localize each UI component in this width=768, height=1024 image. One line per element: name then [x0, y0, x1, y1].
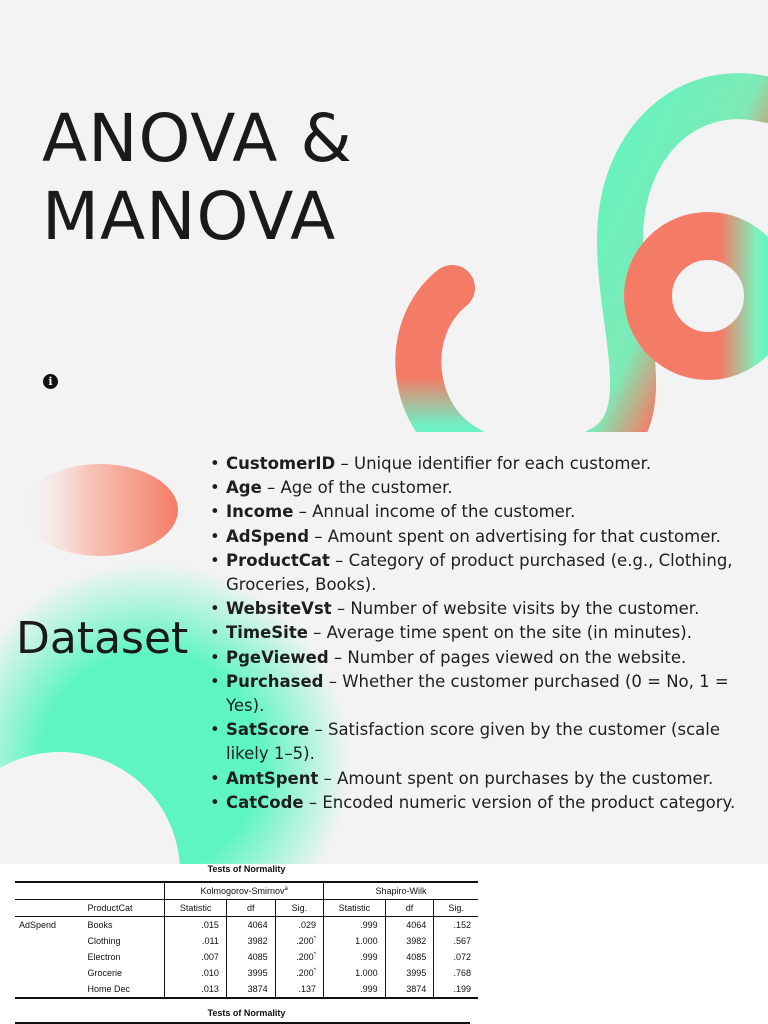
field-desc: – Satisfaction score given by the customer (scale likely 1–5). [226, 720, 721, 764]
factor-header: ProductCat [87, 903, 133, 913]
table-row: Grocerie .010 3995 .200* 1.000 3995 .768 [15, 965, 478, 981]
field-name: TimeSite [226, 623, 308, 643]
list-item [208, 525, 760, 549]
list-item [208, 500, 760, 524]
table-row: AdSpend Books .015 4064 .029 .999 4064 .152 [15, 917, 478, 934]
col-header: Statistic [165, 900, 227, 917]
info-circle-icon[interactable]: i [43, 374, 58, 389]
field-name: PgeViewed [226, 647, 329, 667]
field-desc: – Whether the customer purchased (0 = No, 1 = Yes). [226, 671, 729, 716]
dataset-slide [0, 432, 768, 864]
list-item [208, 452, 760, 476]
category-cell: Books [87, 920, 113, 930]
col-header: Statistic [324, 900, 386, 917]
list-item [208, 476, 760, 500]
field-name: Age [226, 478, 262, 498]
list-item [208, 791, 760, 815]
slide-title [42, 100, 353, 256]
col-header: Sig. [434, 900, 478, 917]
field-name: Purchased [226, 671, 324, 691]
field-desc: – Annual income of the customer. [293, 502, 576, 522]
list-item [208, 597, 760, 621]
list-item [208, 621, 760, 645]
group-header-ks: Kolmogorov-Smirnov$^a$ [165, 882, 324, 900]
field-name: CustomerID [226, 454, 336, 473]
col-header: df [226, 900, 275, 917]
field-desc: – Category of product purchased (e.g., Clothing, Groceries, Books). [226, 550, 733, 595]
field-name: CatCode [226, 792, 304, 812]
list-item [208, 718, 760, 766]
field-name: ProductCat [226, 550, 330, 570]
title-line-1: ANOVA & [42, 100, 353, 177]
category-cell: Home Dec [87, 984, 130, 994]
field-desc: – Age of the customer. [261, 478, 453, 498]
field-list [208, 452, 760, 815]
field-desc: – Number of website visits by the customer. [331, 599, 700, 619]
col-header: Sig. [275, 900, 323, 917]
col-header: df [385, 900, 434, 917]
title-line-2: MANOVA [42, 178, 337, 255]
field-name: Income [226, 502, 294, 522]
list-item [208, 646, 760, 670]
category-cell: Clothing [87, 936, 121, 946]
field-desc: – Unique identifier for each customer. [335, 454, 652, 473]
list-item [208, 767, 760, 791]
field-desc: – Number of pages viewed on the website. [328, 647, 687, 667]
list-item [208, 670, 760, 718]
category-cell: Grocerie [87, 968, 122, 978]
field-desc: – Encoded numeric version of the product category. [303, 792, 736, 812]
field-desc: – Amount spent on advertising for that customer. [309, 526, 721, 546]
field-name: AdSpend [226, 526, 310, 546]
normality-table [15, 881, 478, 999]
list-item [208, 549, 760, 597]
section-title: Dataset [16, 613, 189, 664]
group-header-sw: Shapiro-Wilk [324, 882, 478, 900]
normality-output [0, 864, 768, 1024]
category-cell: Electron [87, 952, 121, 962]
field-name: AmtSpent [226, 768, 319, 788]
variable-label: AdSpend [19, 920, 57, 930]
table-row: Electron .007 4085 .200* .999 4085 .072 [15, 949, 478, 965]
field-name: WebsiteVst [226, 599, 332, 619]
table-row: Clothing .011 3982 .200* 1.000 3982 .567 [15, 933, 478, 949]
field-desc: – Average time spent on the site (in minutes). [307, 623, 692, 643]
field-name: SatScore [226, 720, 310, 740]
second-table-title: Tests of Normality [207, 1008, 286, 1018]
title-slide [0, 0, 768, 432]
table-row: Home Dec .013 3874 .137 .999 3874 .199 [15, 981, 478, 998]
field-desc: – Amount spent on purchases by the customer. [318, 768, 714, 788]
table-title: Tests of Normality [207, 864, 286, 874]
